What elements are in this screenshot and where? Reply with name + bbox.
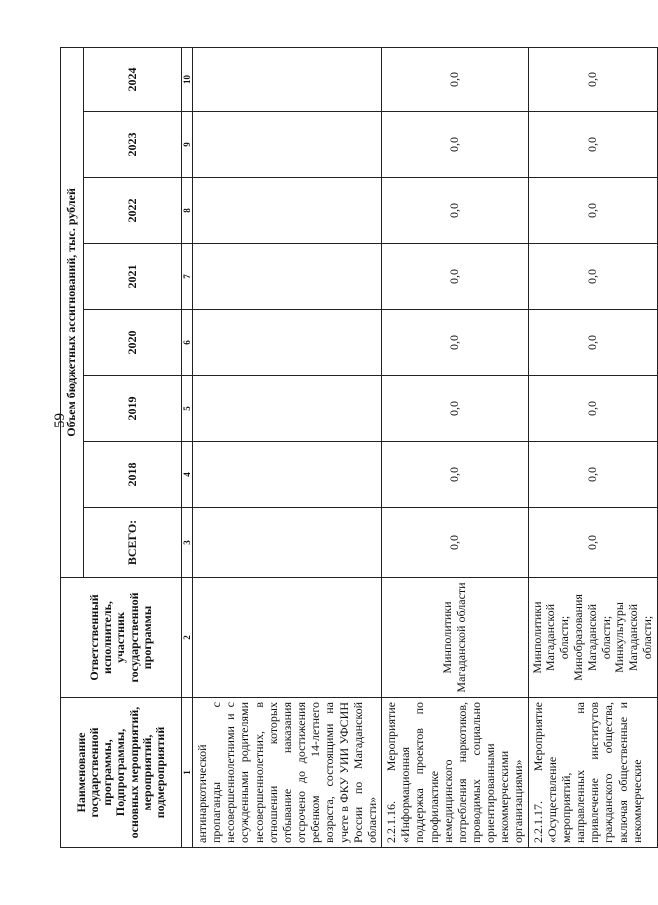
header-year-2024: 2024 <box>84 47 182 111</box>
header-row-top <box>61 47 84 847</box>
column-number: 2 <box>182 578 193 698</box>
header-responsible: Ответственный исполнитель, участник государственной программы <box>61 578 182 698</box>
header-year-2018: 2018 <box>84 442 182 508</box>
header-year-2023: 2023 <box>84 112 182 178</box>
row-value: 0,0 <box>382 112 529 178</box>
row-value: 0,0 <box>382 244 529 310</box>
row-value <box>193 310 382 376</box>
row-value <box>193 47 382 111</box>
row-value: 0,0 <box>382 508 529 578</box>
column-number: 4 <box>182 442 193 508</box>
row-value <box>193 508 382 578</box>
row-name: 2.2.1.16. Мероприятие «Информационная поддержка проектов по профилактике немедицинского потребления наркотиков, проводимых социально ориентированными некоммерческими организациями» <box>382 698 529 848</box>
row-value <box>193 112 382 178</box>
row-value: 0,0 <box>382 47 529 111</box>
row-value: 0,0 <box>382 178 529 244</box>
row-responsible: Минполитики Магаданской области <box>382 578 529 698</box>
row-value: 0,0 <box>528 244 657 310</box>
header-name: Наименование государственной программы, Подпрограммы, основных мероприятий, мероприятий, подмероприятий <box>61 698 182 848</box>
row-value: 0,0 <box>382 310 529 376</box>
header-funding-group: Объем бюджетных ассигнований, тыс. рублей <box>61 47 84 577</box>
column-number: 1 <box>182 698 193 848</box>
row-value: 0,0 <box>528 442 657 508</box>
row-name: антинаркотической пропаганды с несовершеннолетними и с осужденными родителями несовершеннолетних, в отношении которых отбывание наказания отсрочено до достижения ребенком 14-летнего возраста, состоящими на учете в ФКУ УИИ УФСИН России по Магаданской области» <box>193 698 382 848</box>
row-value: 0,0 <box>382 442 529 508</box>
header-year-2020: 2020 <box>84 310 182 376</box>
row-value: 0,0 <box>528 508 657 578</box>
rotated-table-container <box>60 48 654 848</box>
column-number: 3 <box>182 508 193 578</box>
row-value <box>193 442 382 508</box>
table-row <box>382 47 529 847</box>
column-number: 7 <box>182 244 193 310</box>
row-value <box>193 376 382 442</box>
header-year-2021: 2021 <box>84 244 182 310</box>
row-responsible <box>193 578 382 698</box>
header-year-2022: 2022 <box>84 178 182 244</box>
row-value <box>193 178 382 244</box>
column-number: 6 <box>182 310 193 376</box>
header-year-2019: 2019 <box>84 376 182 442</box>
row-value: 0,0 <box>528 376 657 442</box>
row-value <box>193 244 382 310</box>
table-row <box>528 47 657 847</box>
header-total: ВСЕГО: <box>84 508 182 578</box>
row-value: 0,0 <box>528 178 657 244</box>
row-value: 0,0 <box>528 47 657 111</box>
budget-table <box>60 47 658 848</box>
row-value: 0,0 <box>528 310 657 376</box>
column-number: 10 <box>182 47 193 111</box>
page-number: 59 <box>52 413 68 428</box>
row-value: 0,0 <box>382 376 529 442</box>
column-number-row <box>182 47 193 847</box>
row-name: 2.2.1.17. Мероприятие «Осуществление мероприятий, направленных на привлечение институтов гражданского общества, включая общественные и некоммерческие <box>528 698 657 848</box>
table-row <box>193 47 382 847</box>
column-number: 9 <box>182 112 193 178</box>
row-responsible: Минполитики Магаданской области; Минобразования Магаданской области; Минкультуры Магаданской области; <box>528 578 657 698</box>
column-number: 8 <box>182 178 193 244</box>
row-value: 0,0 <box>528 112 657 178</box>
column-number: 5 <box>182 376 193 442</box>
